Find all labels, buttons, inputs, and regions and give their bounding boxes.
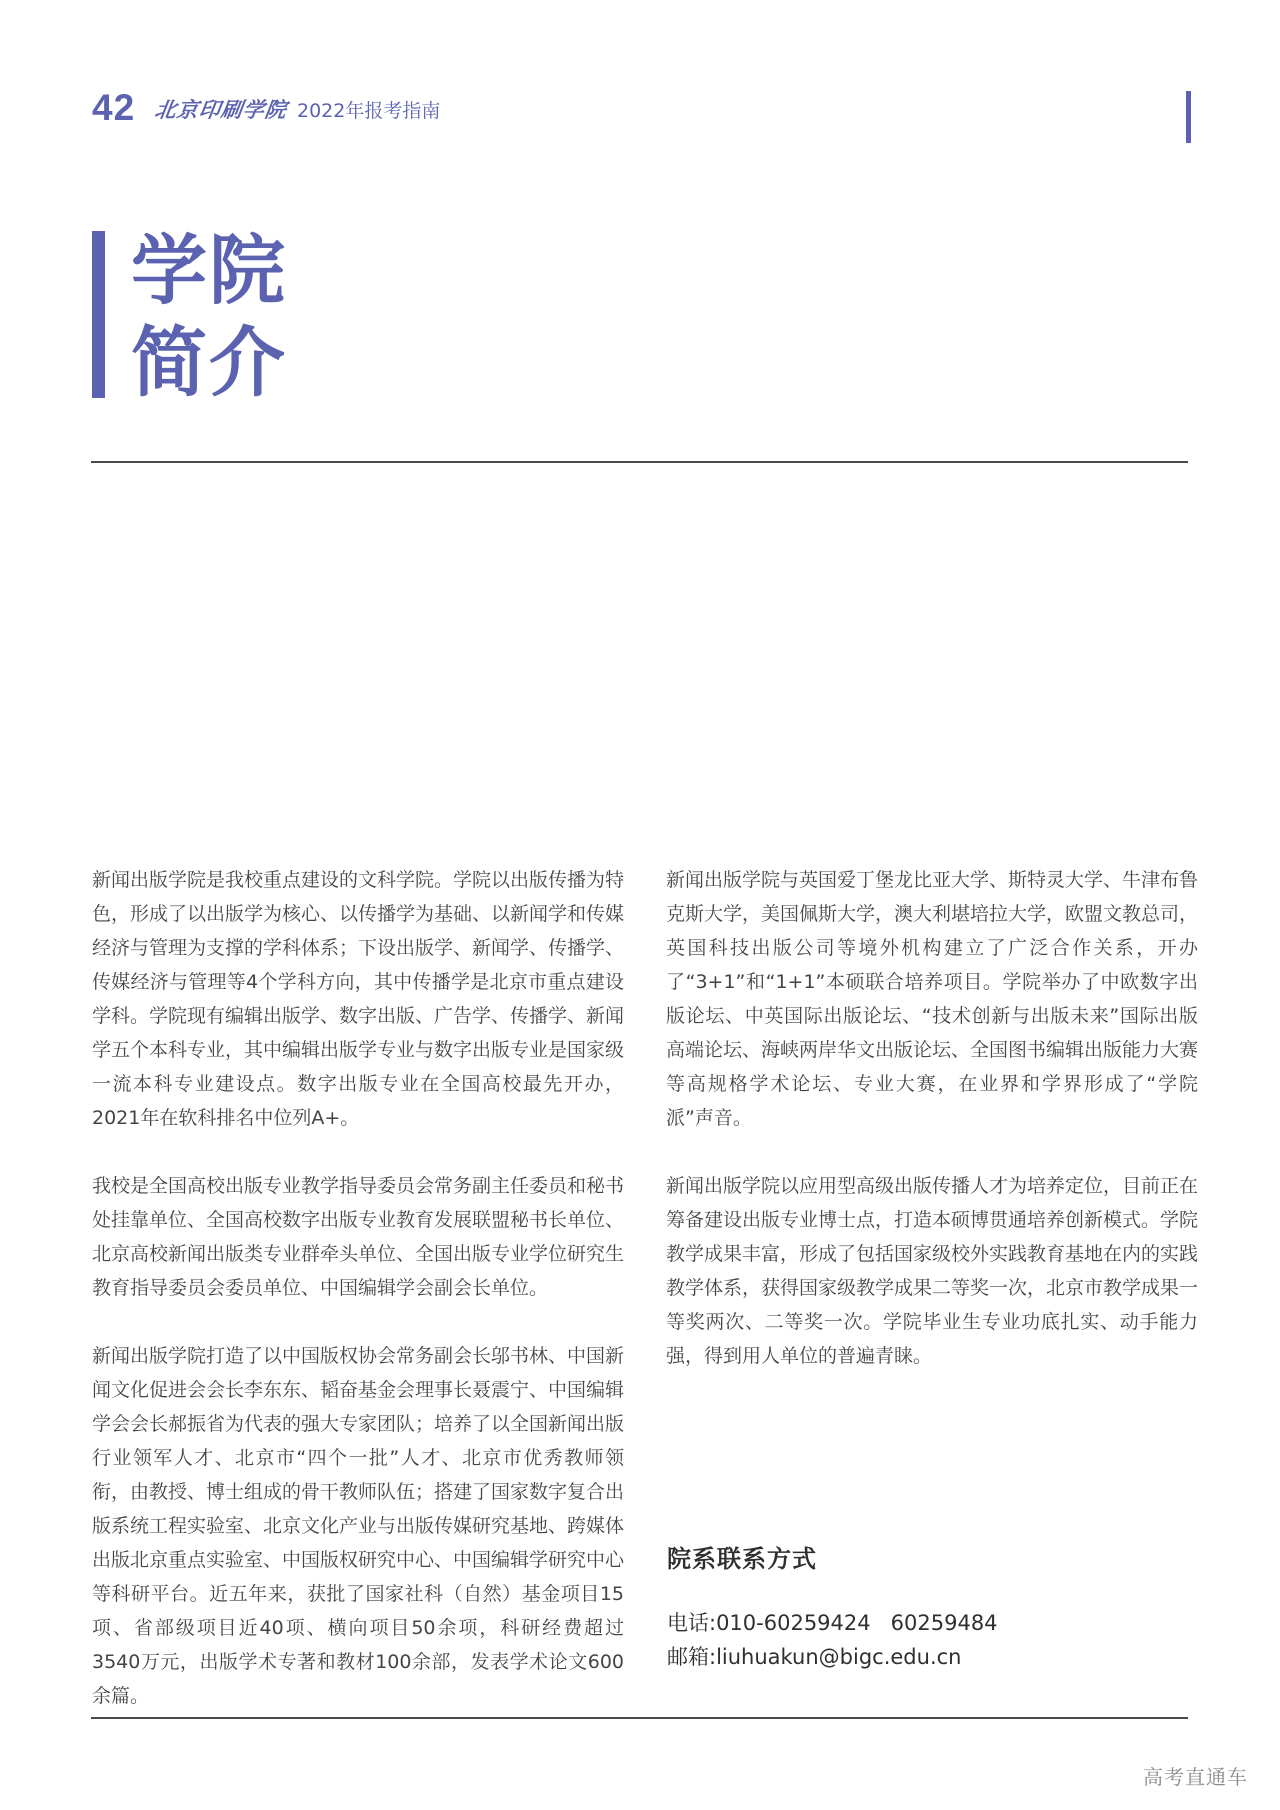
bottom-divider [91,1717,1188,1719]
page-title [131,225,287,409]
contact-heading: 院系联系方式 [667,1545,817,1573]
page-title-line-1: 学院 [131,226,287,315]
paragraph: 我校是全国高校出版专业教学指导委员会常务副主任委员和秘书处挂靠单位、全国高校数字出版专业教育发展联盟秘书长单位、北京高校新闻出版类专业群牵头单位、全国出版专业学位研究生教育指导委员会委员单位、中国编辑学会副会长单位。 [92,1175,625,1299]
school-logo: 北京印刷学院 [153,97,289,122]
paragraph: 新闻出版学院以应用型高级出版传播人才为培养定位，目前正在筹备建设出版专业博士点，打造本硕博贯通培养创新模式。学院教学成果丰富，形成了包括国家级校外实践教育基地在内的实践教学体系，获得国家级教学成果二等奖一次，北京市教学成果一等奖两次、二等奖一次。学院毕业生专业功底扎实、动手能力强，得到用人单位的普遍青睐。 [666,1175,1199,1367]
title-accent-bar [92,231,105,398]
watermark: 高考直通车 [1143,1765,1248,1789]
page-title-line-2: 简介 [131,318,287,407]
header-accent-bar [1186,91,1191,143]
page-number: 42 [92,87,136,128]
paragraph: 新闻出版学院是我校重点建设的文科学院。学院以出版传播为特色，形成了以出版学为核心、以传播学为基础、以新闻学和传媒经济与管理为支撑的学科体系；下设出版学、新闻学、传播学、传媒经济与管理等4个学科方向，其中传播学是北京市重点建设学科。学院现有编辑出版学、数字出版、广告学、传播学、新闻学五个本科专业，其中编辑出版学专业与数字出版专业是国家级一流本科专业建设点。数字出版专业在全国高校最先开办，2021年在软科排名中位列A+。 [92,869,625,1129]
paragraph: 新闻出版学院打造了以中国版权协会常务副会长邬书林、中国新闻文化促进会会长李东东、韬奋基金会理事长聂震宁、中国编辑学会会长郝振省为代表的强大专家团队；培养了以全国新闻出版行业领军人才、北京市“四个一批”人才、北京市优秀教师领衔，由教授、博士组成的骨干教师队伍；搭建了国家数字复合出版系统工程实验室、北京文化产业与出版传媒研究基地、跨媒体出版北京重点实验室、中国版权研究中心、中国编辑学研究中心等科研平台。近五年来，获批了国家社科（自然）基金项目15项、省部级项目近40项、横向项目50余项，科研经费超过3540万元，出版学术专著和教材100余部，发表学术论文600余篇。 [92,1345,625,1707]
contact-phone: 电话:010-60259424 60259484 [667,1611,998,1635]
top-divider [91,461,1188,463]
right-column [666,863,1198,1407]
guide-title: 2022年报考指南 [297,100,441,122]
left-column [92,863,624,1747]
contact-email: 邮箱:liuhuakun@bigc.edu.cn [667,1645,962,1669]
paragraph: 新闻出版学院与英国爱丁堡龙比亚大学、斯特灵大学、牛津布鲁克斯大学，美国佩斯大学，澳大利堪培拉大学，欧盟文教总司，英国科技出版公司等境外机构建立了广泛合作关系，开办了“3+1”和“1+1”本硕联合培养项目。学院举办了中欧数字出版论坛、中英国际出版论坛、“技术创新与出版未来”国际出版高端论坛、海峡两岸华文出版论坛、全国图书编辑出版能力大赛等高规格学术论坛、专业大赛，在业界和学界形成了“学院派”声音。 [666,869,1199,1129]
